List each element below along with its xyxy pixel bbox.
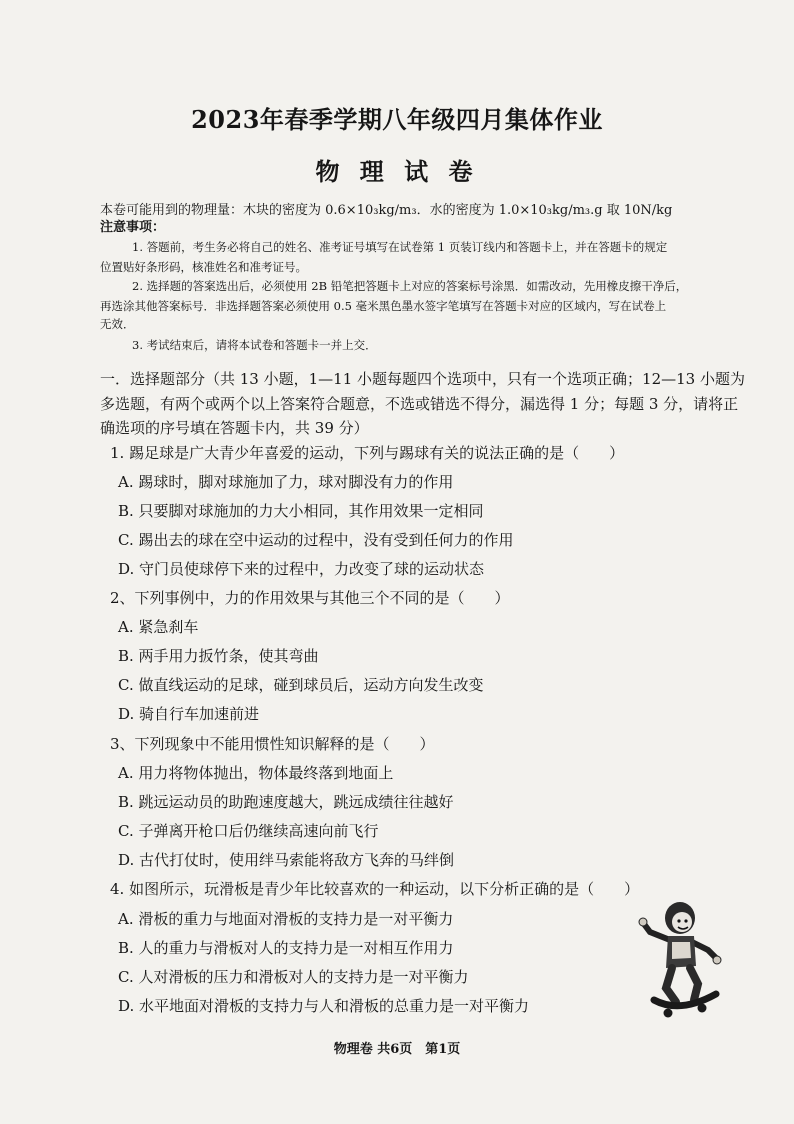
page-footer: 物理卷 共6页 第1页 bbox=[333, 1042, 461, 1057]
question-option: C. 踢出去的球在空中运动的过程中，没有受到任何力的作用 bbox=[118, 531, 514, 549]
question-stem: 1. 踢足球是广大青少年喜爱的运动，下列与踢球有关的说法正确的是（ ） bbox=[110, 444, 625, 462]
question-option: C. 子弹离开枪口后仍继续高速向前飞行 bbox=[118, 822, 379, 840]
question-option: B. 两手用力扳竹条，使其弯曲 bbox=[118, 647, 319, 665]
question-option: A. 用力将物体抛出，物体最终落到地面上 bbox=[118, 764, 394, 782]
question-stem: 3、下列现象中不能用惯性知识解释的是（ ） bbox=[110, 735, 435, 753]
section-heading: 确选项的序号填在答题卡内，共 39 分） bbox=[100, 419, 369, 437]
question-option: A. 踢球时，脚对球施加了力，球对脚没有力的作用 bbox=[118, 473, 454, 491]
question-stem: 2、下列事例中，力的作用效果与其他三个不同的是（ ） bbox=[110, 589, 510, 607]
notice-title: 注意事项： bbox=[100, 220, 166, 235]
notice-line: 1. 答题前，考生务必将自己的姓名、准考证号填写在试卷第 1 页装订线内和答题卡上，并在答题卡的规定 bbox=[132, 240, 668, 254]
notice-line: 2. 选择题的答案选出后，必须使用 2B 铅笔把答题卡上对应的答案标号涂黑．如需改动，先用橡皮擦干净后， bbox=[132, 279, 688, 293]
question-option: D. 水平地面对滑板的支持力与人和滑板的总重力是一对平衡力 bbox=[118, 997, 530, 1015]
notice-line: 再选涂其他答案标号．非选择题答案必须使用 0.5 毫米黑色墨水签字笔填写在答题卡对应的区域内，写在试卷上 bbox=[100, 299, 667, 313]
question-option: D. 古代打仗时，使用绊马索能将敌方飞奔的马绊倒 bbox=[118, 851, 455, 869]
question-option: D. 骑自行车加速前进 bbox=[118, 705, 260, 723]
notice-line: 3. 考试结束后，请将本试卷和答题卡一并上交． bbox=[132, 338, 377, 352]
question-option: A. 紧急刹车 bbox=[118, 618, 199, 636]
notice-line: 位置贴好条形码，核准姓名和准考证号。 bbox=[100, 260, 307, 274]
question-option: B. 只要脚对球施加的力大小相同，其作用效果一定相同 bbox=[118, 502, 484, 520]
question-option: A. 滑板的重力与地面对滑板的支持力是一对平衡力 bbox=[118, 910, 454, 928]
section-heading: 多选题，有两个或两个以上答案符合题意，不选或错选不得分，漏选得 1 分；每题 3 分，请将正 bbox=[100, 395, 739, 413]
skateboarder-illustration bbox=[636, 896, 728, 1028]
notice-line: 无效． bbox=[100, 317, 135, 331]
exam-subtitle: 物 理 试 卷 bbox=[315, 157, 479, 186]
question-stem: 4. 如图所示，玩滑板是青少年比较喜欢的一种运动，以下分析正确的是（ ） bbox=[110, 880, 640, 898]
question-option: C. 做直线运动的足球，碰到球员后，运动方向发生改变 bbox=[118, 676, 484, 694]
question-option: B. 跳远运动员的助跑速度越大，跳远成绩往往越好 bbox=[118, 793, 454, 811]
section-heading: 一．选择题部分（共 13 小题，1—11 小题每题四个选项中，只有一个选项正确；12—13 小题为 bbox=[100, 370, 745, 388]
question-option: D. 守门员使球停下来的过程中，力改变了球的运动状态 bbox=[118, 560, 485, 578]
question-option: B. 人的重力与滑板对人的支持力是一对相互作用力 bbox=[118, 939, 454, 957]
exam-title: 2023年春季学期八年级四月集体作业 bbox=[191, 105, 603, 134]
constants-line: 本卷可能用到的物理量：木块的密度为 0.6×10₃kg/m₃．水的密度为 1.0×10₃kg/m₃.g 取 10N/kg bbox=[100, 203, 673, 218]
question-option: C. 人对滑板的压力和滑板对人的支持力是一对平衡力 bbox=[118, 968, 469, 986]
